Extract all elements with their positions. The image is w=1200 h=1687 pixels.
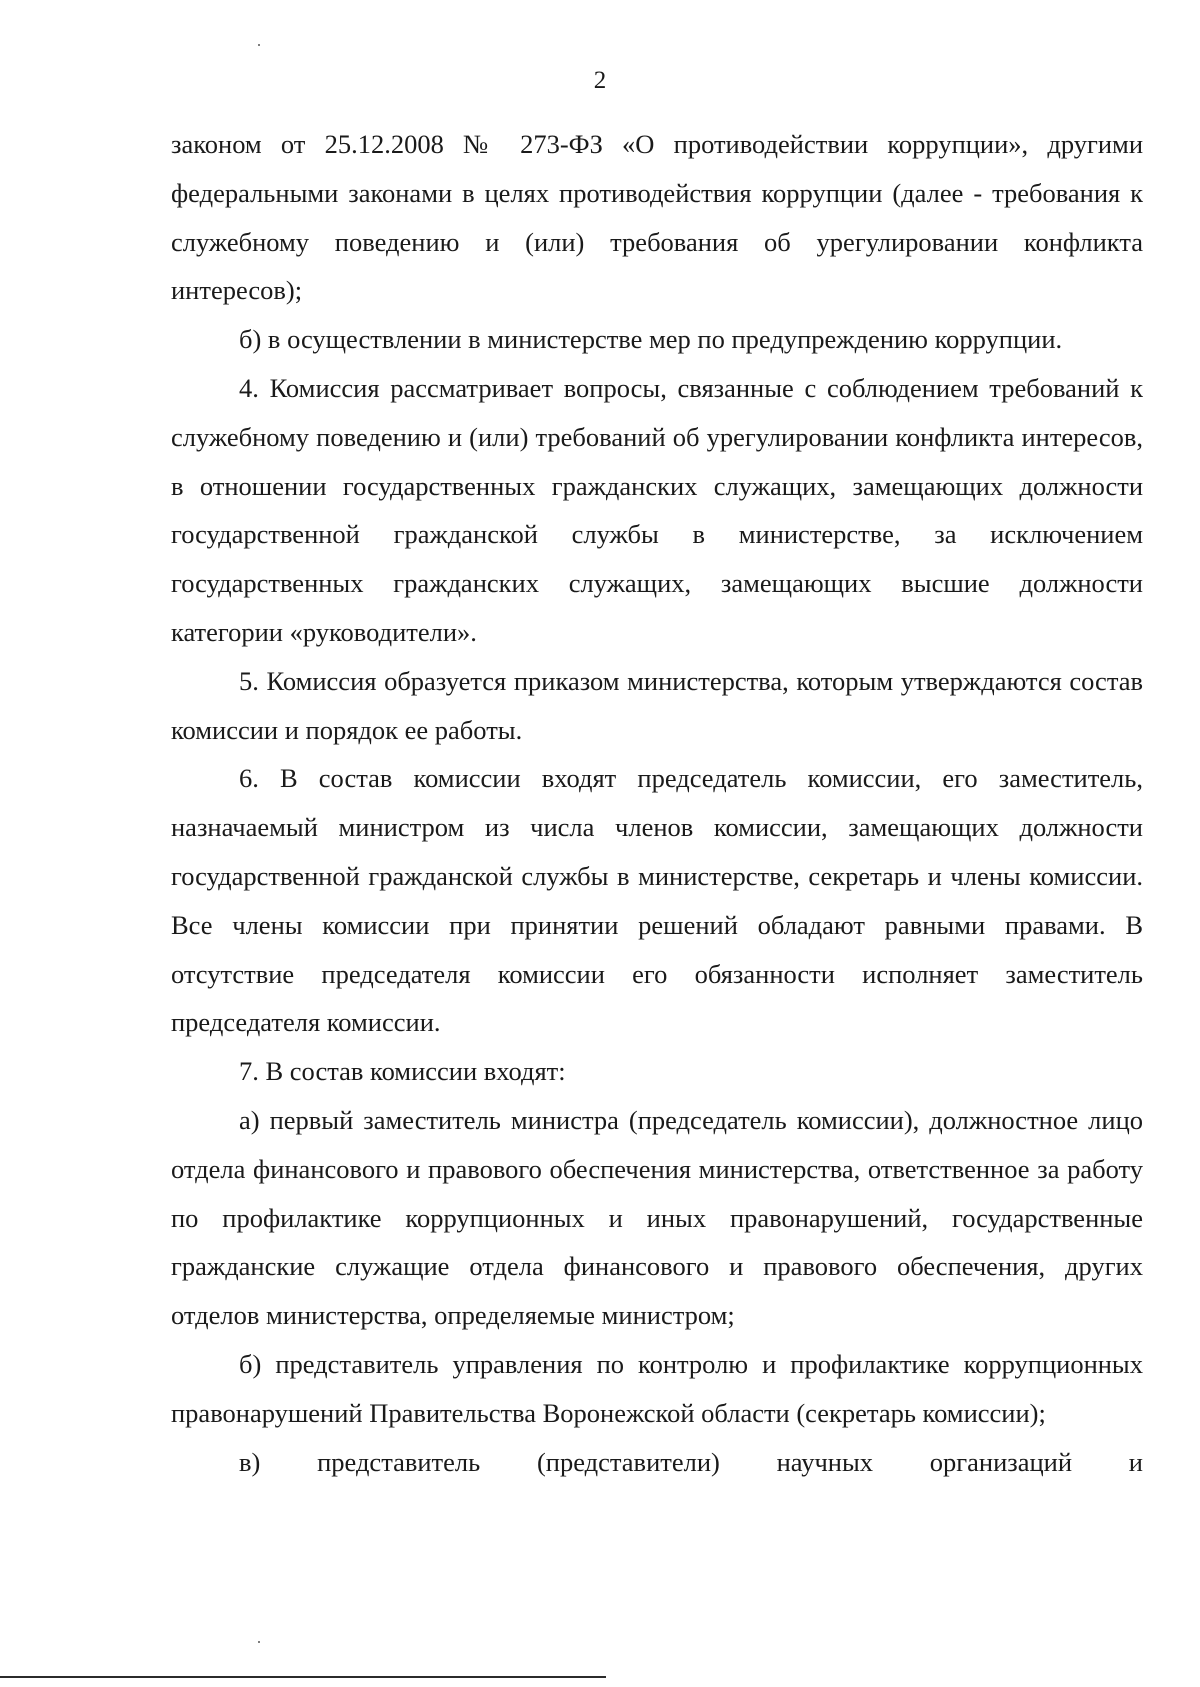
paragraph-7-item-b: б) представитель управления по контролю и профилактике коррупционных правонарушений Правительства Воронежской области (секретарь комиссии); (171, 1348, 1143, 1428)
paragraph-4: 4. Комиссия рассматривает вопросы, связанные с соблюдением требований к служебному поведению и (или) требований об урегулировании конфликта интересов, в отношении государственных гражданских служащих, замещающих должности государственной гражданской службы в министерстве, за исключением государственных гражданских служащих, замещающих высшие должности категории «руководители». (171, 372, 1143, 647)
paragraph-7-item-a: а) первый заместитель министра (председатель комиссии), должностное лицо отдела финансового и правового обеспечения министерства, ответственное за работу по профилактике коррупционных и иных правонарушений, государственные гражданские служащие отдела финансового и правового обеспечения, других отделов министерства, определяемые министром; (171, 1104, 1143, 1331)
paragraph-7-item-v: в) представитель (представители) научных организаций и (239, 1446, 1143, 1477)
scan-edge-line (0, 1676, 606, 1678)
paragraph-item-b: б) в осуществлении в министерстве мер по предупреждению коррупции. (239, 324, 1063, 355)
paragraph-7: 7. В состав комиссии входят: (239, 1056, 566, 1087)
scan-speck (258, 1641, 260, 1643)
scan-speck (258, 44, 260, 46)
document-body (171, 120, 1143, 1486)
page-number: 2 (593, 67, 607, 94)
paragraph-5: 5. Комиссия образуется приказом министерства, которым утверждаются состав комиссии и порядок ее работы. (171, 665, 1143, 745)
paragraph-continuation: законом от 25.12.2008 № 273-ФЗ «О противодействии коррупции», другими федеральными законами в целях противодействия коррупции (далее - требования к служебному поведению и (или) требования об урегулировании конфликта интересов); (171, 129, 1143, 306)
paragraph-6: 6. В состав комиссии входят председатель комиссии, его заместитель, назначаемый министром из числа членов комиссии, замещающих должности государственной гражданской службы в министерстве, секретарь и члены комиссии. Все члены комиссии при принятии решений обладают равными правами. В отсутствие председателя комиссии его обязанности исполняет заместитель председателя комиссии. (171, 763, 1143, 1038)
